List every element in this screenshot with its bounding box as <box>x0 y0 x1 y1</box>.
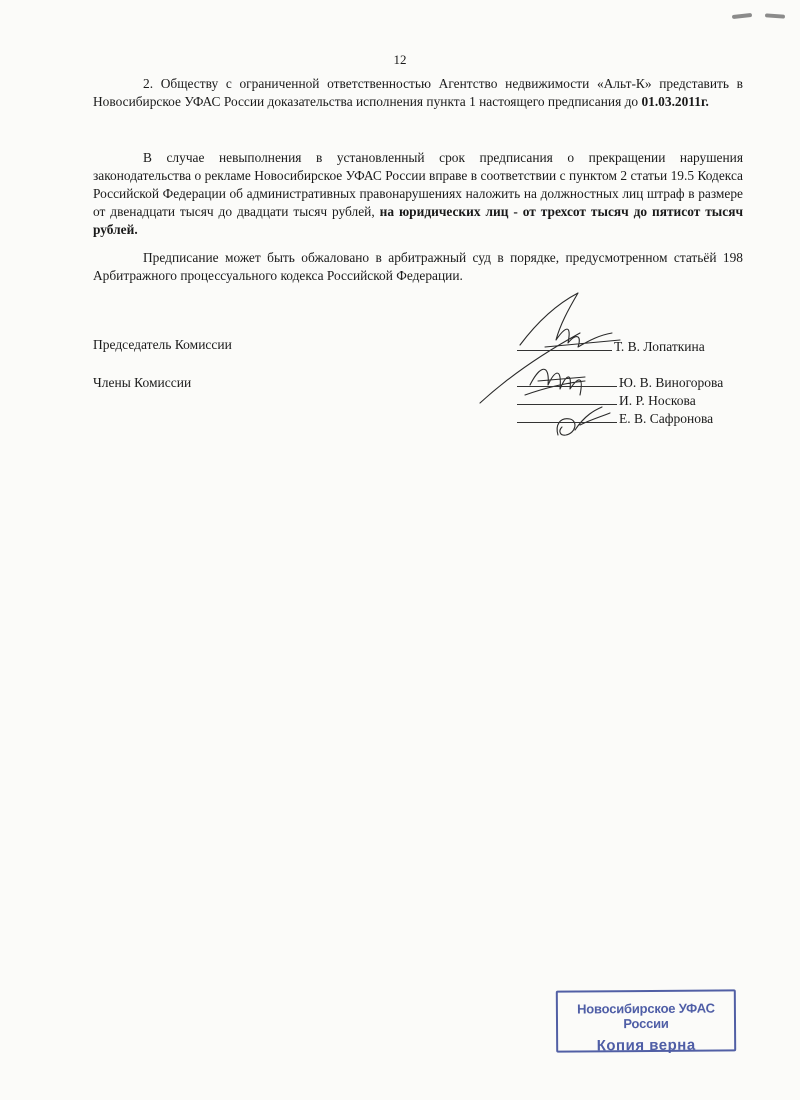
signature-line-member2 <box>517 393 696 409</box>
member1-name: Ю. В. Виногорова <box>619 375 724 390</box>
scan-artifact <box>765 13 785 18</box>
signature-line-member3 <box>517 411 713 427</box>
members-label: Члены Комиссии <box>93 375 192 390</box>
signature-line-chair <box>517 339 705 355</box>
paragraph-text: В случае невыполнения в установленный срок предписания о прекращении нарушения законодательства о рекламе Новосибирское УФАС России вправе в соответствии с пунктом 2 статьи 19.5 Кодекса Российской Федерации об административных правонарушениях наложить на должностных лиц штраф в размере от двенадцати тысяч до двадцати тысяч рублей, <box>93 150 743 219</box>
member3-name: Е. В. Сафронова <box>619 411 714 426</box>
member2-name: И. Р. Носкова <box>619 393 696 408</box>
certified-copy-stamp <box>556 989 736 1055</box>
chair-label: Председатель Комиссии <box>93 337 232 352</box>
paragraph-text: Предписание может быть обжаловано в арбитражный суд в порядке, предусмотренном статьёй 198 Арбитражного процессуального кодекса Российской Федерации. <box>93 250 743 283</box>
penalty-legal-entities: на юридических лиц - от трехсот тысяч до пятисот тысяч рублей. <box>93 204 743 237</box>
paragraph-appeal <box>93 249 743 285</box>
chair-name: Т. В. Лопаткина <box>614 339 705 354</box>
paragraph-text: 2. Обществу с ограниченной ответственностью Агентство недвижимости «Альт-К» представить в Новосибирское УФАС России доказательства исполнения пункта 1 настоящего предписания до <box>93 76 743 109</box>
handwritten-signatures <box>460 285 660 455</box>
deadline-date: 01.03.2011г. <box>641 94 709 109</box>
paragraph-item-2 <box>93 75 743 111</box>
signature-line-member1 <box>517 375 723 391</box>
paragraph-penalty <box>93 149 743 239</box>
stamp-certification: Копия верна <box>596 1036 696 1055</box>
scan-artifact <box>732 13 752 19</box>
stamp-authority: Новосибирское УФАС России <box>577 1000 715 1032</box>
page-number: 12 <box>393 52 407 67</box>
